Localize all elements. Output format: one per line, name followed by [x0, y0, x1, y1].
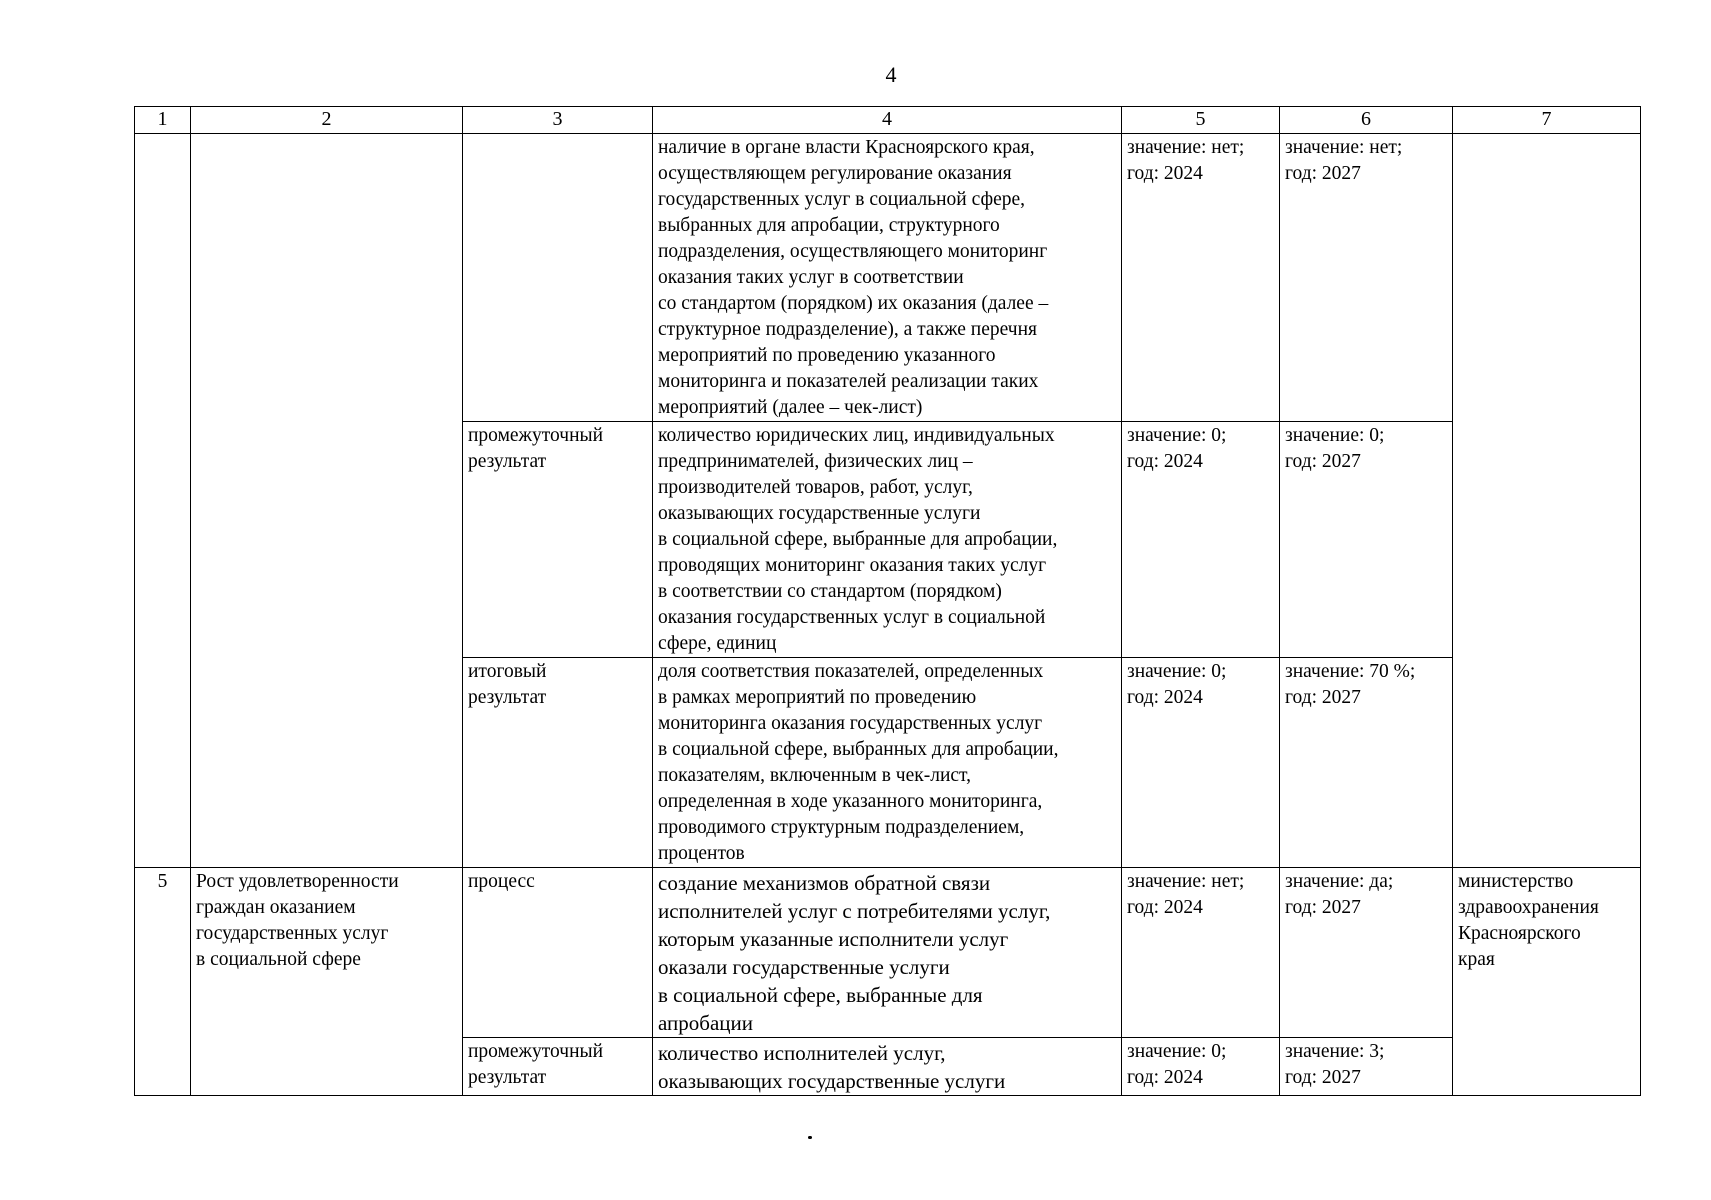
indicator-type-cell: процесс: [463, 868, 653, 1038]
row-number-cell: 5: [135, 868, 191, 1096]
target-value-cell: значение: да; год: 2027: [1280, 868, 1453, 1038]
column-header: 2: [191, 107, 463, 134]
base-value-cell: значение: нет; год: 2024: [1122, 134, 1280, 422]
indicator-type-cell: [463, 134, 653, 422]
base-value-cell: значение: 0; год: 2024: [1122, 658, 1280, 868]
column-header: 5: [1122, 107, 1280, 134]
indicator-cell: доля соответствия показателей, определенных в рамках мероприятий по проведению мониторинга оказания государственных услуг в социальной сфере, выбранных для апробации, показателям, включенным в чек-лист, определенная в ходе указанного мониторинга, проводимого структурным подразделением, процентов: [653, 658, 1122, 868]
table-row: [135, 868, 1641, 1038]
page-number: 4: [885, 62, 897, 87]
indicator-cell: количество юридических лиц, индивидуальных предпринимателей, физических лиц – производителей товаров, работ, услуг, оказывающих государственные услуги в социальной сфере, выбранные для апробации, проводящих мониторинг оказания таких услуг в соответствии со стандартом (порядком) оказания государственных услуг в социальной сфере, единиц: [653, 422, 1122, 658]
indicator-cell: наличие в органе власти Красноярского края, осуществляющем регулирование оказания государственных услуг в социальной сфере, выбранных для апробации, структурного подразделения, осуществляющего мониторинг оказания таких услуг в соответствии со стандартом (порядком) их оказания (далее – структурное подразделение), а также перечня мероприятий по проведению указанного мониторинга и показателей реализации таких мероприятий (далее – чек-лист): [653, 134, 1122, 422]
row-number-cell: [135, 134, 191, 868]
target-value-cell: значение: 70 %; год: 2027: [1280, 658, 1453, 868]
task-name-cell: Рост удовлетворенности граждан оказанием государственных услуг в социальной сфере: [191, 868, 463, 1096]
indicator-cell: создание механизмов обратной связи исполнителей услуг с потребителями услуг, которым указанные исполнители услуг оказали государственные услуги в социальной сфере, выбранные для апробации: [653, 868, 1122, 1038]
target-value-cell: значение: 3; год: 2027: [1280, 1038, 1453, 1096]
target-value-cell: значение: нет; год: 2027: [1280, 134, 1453, 422]
column-header: 3: [463, 107, 653, 134]
indicator-type-cell: промежуточный результат: [463, 422, 653, 658]
column-header: 6: [1280, 107, 1453, 134]
base-value-cell: значение: 0; год: 2024: [1122, 422, 1280, 658]
target-value-cell: значение: 0; год: 2027: [1280, 422, 1453, 658]
responsible-cell: [1453, 134, 1641, 868]
base-value-cell: значение: нет; год: 2024: [1122, 868, 1280, 1038]
indicators-table: [134, 106, 1641, 1096]
base-value-cell: значение: 0; год: 2024: [1122, 1038, 1280, 1096]
table-row: [135, 134, 1641, 422]
header-row: [135, 107, 1641, 134]
indicator-cell: количество исполнителей услуг, оказывающих государственные услуги: [653, 1038, 1122, 1096]
stray-dot-mark: [808, 1136, 812, 1139]
column-header: 4: [653, 107, 1122, 134]
column-header: 1: [135, 107, 191, 134]
column-header: 7: [1453, 107, 1641, 134]
responsible-cell: министерство здравоохранения Красноярского края: [1453, 868, 1641, 1096]
task-name-cell: [191, 134, 463, 868]
indicator-type-cell: итоговый результат: [463, 658, 653, 868]
indicator-type-cell: промежуточный результат: [463, 1038, 653, 1096]
